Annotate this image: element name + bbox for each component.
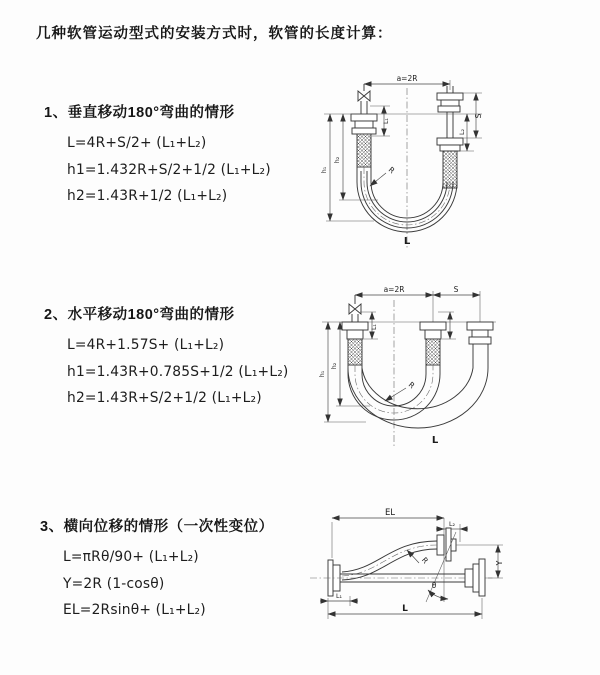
dim-label-l1: L₁ [383, 117, 390, 125]
valve-icon [349, 295, 361, 322]
braided-hose-left [348, 339, 362, 365]
formula-list [67, 136, 271, 204]
formula-list [63, 550, 274, 618]
formula-line: EL=2Rsinθ+ (L₁+L₂) [63, 602, 206, 618]
dim-label-l: L [431, 435, 439, 446]
formula-line: h2=1.43R+S/2+1/2 (L₁+L₂) [67, 390, 262, 406]
radius-pointer [385, 388, 406, 401]
dim-label-y: Y [495, 560, 504, 566]
dim-label-l1: L₁ [335, 593, 343, 600]
upper-flange [437, 528, 456, 561]
dim-label-l2: L₂ [459, 128, 466, 136]
dim-label-h1: h₁ [319, 370, 326, 378]
valve-icon [358, 84, 370, 101]
diagram-horizontal-180-bend [306, 282, 600, 456]
right-fitting-lower [437, 138, 463, 151]
dim-label-l: L [402, 604, 408, 614]
angle-arc [428, 590, 448, 599]
dim-label-s: S [474, 113, 483, 119]
section-lateral-displacement [40, 517, 274, 618]
braided-hose-middle [426, 339, 440, 365]
left-fitting [351, 114, 377, 134]
dim-label-h2: h₂ [331, 362, 338, 370]
right-fitting-upper [437, 93, 463, 112]
dim-label-l2: L₂ [448, 521, 456, 528]
dim-label-a2r: a=2R [396, 74, 418, 83]
radius-pointer [370, 173, 386, 186]
section-vertical-movement [44, 103, 271, 204]
section-horizontal-movement [44, 305, 289, 406]
right-pipe [447, 112, 453, 138]
radius-pointer [407, 550, 419, 563]
diagram-vertical-180-bend [306, 70, 598, 264]
formula-line: L=4R+1.57S+ (L₁+L₂) [67, 337, 225, 353]
dim-label-h2: h₂ [334, 156, 341, 164]
dim-label-r: R [419, 555, 431, 566]
braided-hose-left [357, 134, 371, 167]
page-title: 几种软管运动型式的安装方式时，软管的长度计算： [36, 26, 393, 42]
formula-line: h1=1.432R+S/2+1/2 (L₁+L₂) [67, 161, 271, 178]
dim-label-el: EL [384, 508, 396, 518]
dim-label-r: R [406, 379, 417, 391]
dim-label-r: R [386, 164, 397, 176]
dim-label-h1: h₁ [321, 166, 328, 174]
dim-label-a2r: a=2R [383, 285, 405, 294]
hose-u-bend [348, 344, 488, 428]
dim-label-l1: L₁ [371, 323, 378, 331]
dim-label-l: L [403, 236, 411, 247]
right-fitting [467, 322, 493, 344]
section-heading: 3、横向位移的情形（一次性变位） [40, 519, 274, 535]
left-fitting [342, 322, 368, 339]
formula-line: L=πRθ/90+ (L₁+L₂) [63, 549, 199, 565]
section-heading: 2、水平移动180°弯曲的情形 [44, 307, 235, 323]
left-pipe [361, 101, 367, 114]
dim-label-s: S [453, 285, 459, 294]
right-flange [465, 559, 485, 596]
formula-list [67, 338, 289, 406]
middle-fitting [420, 322, 446, 339]
dim-label-theta: θ [431, 581, 437, 590]
diagram-lateral-displacement [298, 502, 600, 642]
formula-line: Y=2R (1-cosθ) [63, 575, 165, 592]
formula-line: L=4R+S/2+ (L₁+L₂) [67, 135, 207, 151]
formula-line: h1=1.43R+0.785S+1/2 (L₁+L₂) [67, 363, 289, 380]
formula-line: h2=1.43R+1/2 (L₁+L₂) [67, 188, 228, 204]
section-heading: 1、垂直移动180°弯曲的情形 [44, 105, 235, 121]
